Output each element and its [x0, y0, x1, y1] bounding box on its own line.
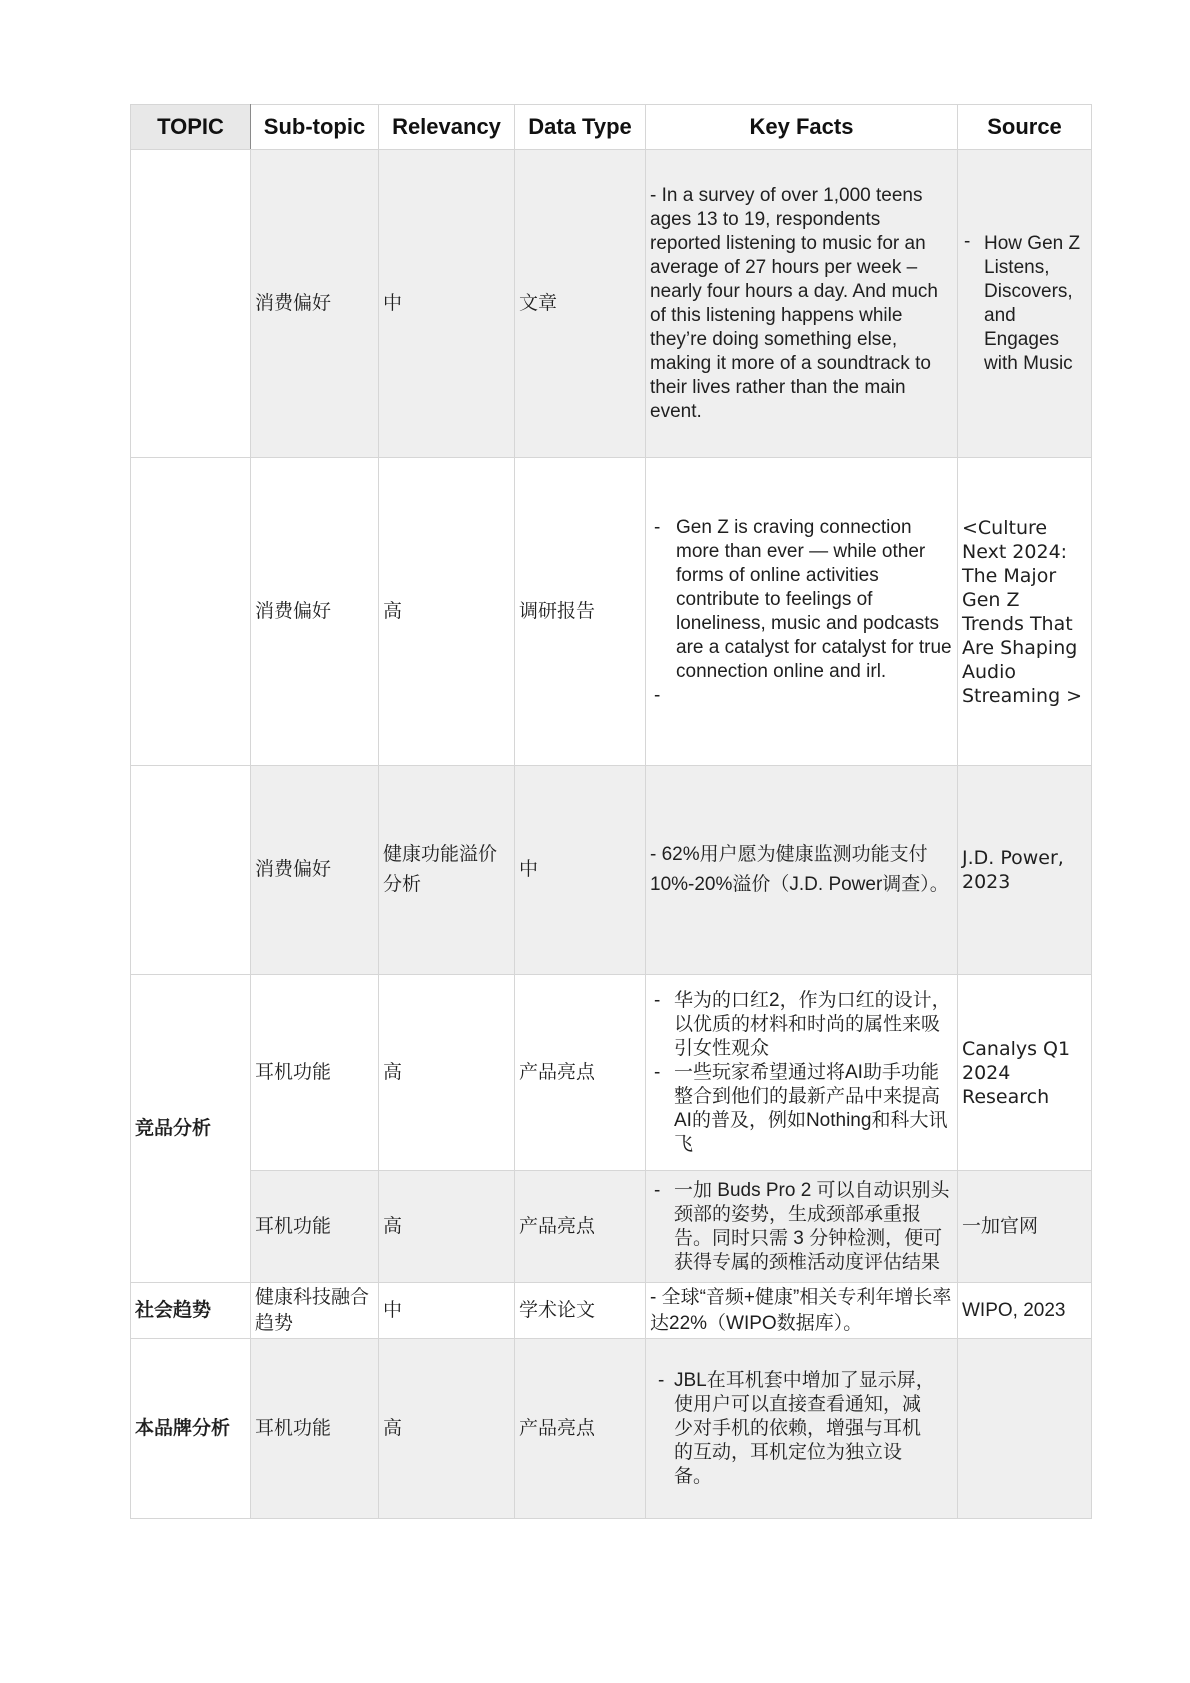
fact-text: - 62%用户愿为健康监测功能支付10%-20%溢价（J.D. Power调查）。	[650, 844, 949, 895]
table-row	[131, 458, 1092, 766]
bullet-dash: -	[654, 1061, 661, 1083]
table-row	[131, 975, 1092, 1171]
fact-text: JBL在耳机套中增加了显示屏，使用户可以直接查看通知，减少对手机的依赖，增强与耳机的互动，耳机定位为独立设备。	[674, 1369, 935, 1487]
source-cell: 一加官网	[958, 1171, 1092, 1283]
source-cell	[958, 1339, 1092, 1519]
table-row	[131, 1171, 1092, 1283]
relevancy-cell: 高	[379, 1339, 515, 1519]
fact-text: Gen Z is craving connection more than ever — while other forms of online activities contribute to feelings of loneliness, music and podcasts are a catalyst for catalyst for true connection online and irl.	[676, 516, 952, 682]
keyfacts-cell	[646, 975, 958, 1171]
bullet-dash: -	[654, 1179, 661, 1201]
datatype-cell: 文章	[515, 150, 646, 458]
header-subtopic: Sub-topic	[251, 105, 379, 150]
source-cell: <Culture Next 2024: The Major Gen Z Trends That Are Shaping Audio Streaming >	[958, 458, 1092, 766]
keyfacts-cell	[646, 1283, 958, 1339]
fact-item	[650, 516, 953, 684]
header-datatype: Data Type	[515, 105, 646, 150]
keyfacts-cell	[646, 1339, 958, 1519]
subtopic-cell: 耳机功能	[251, 975, 379, 1171]
table-row	[131, 150, 1092, 458]
fact-item	[650, 989, 953, 1061]
subtopic-cell: 消费偏好	[251, 766, 379, 975]
subtopic-cell: 健康科技融合趋势	[251, 1283, 379, 1339]
datatype-cell: 中	[515, 766, 646, 975]
subtopic-cell: 消费偏好	[251, 150, 379, 458]
table-row	[131, 1339, 1092, 1519]
source-cell	[958, 150, 1092, 458]
table-row	[131, 1283, 1092, 1339]
subtopic-cell: 消费偏好	[251, 458, 379, 766]
datatype-cell: 产品亮点	[515, 1171, 646, 1283]
fact-text: 一些玩家希望通过将AI助手功能整合到他们的最新产品中来提高AI的普及，例如Nothing和科大讯飞	[674, 1061, 948, 1155]
fact-item	[650, 684, 953, 708]
topic-cell-competitor: 竞品分析	[131, 975, 251, 1283]
fact-text: 一加 Buds Pro 2 可以自动识别头颈部的姿势，生成颈部承重报告。同时只需 3 分钟检测，便可获得专属的颈椎活动度评估结果	[674, 1179, 950, 1273]
header-keyfacts: Key Facts	[646, 105, 958, 150]
relevancy-cell: 高	[379, 458, 515, 766]
fact-item	[650, 1179, 953, 1275]
bullet-dash: -	[658, 1369, 665, 1391]
source-text: How Gen Z Listens, Discovers, and Engages with Music	[984, 232, 1081, 374]
relevancy-cell: 中	[379, 150, 515, 458]
fact-text: 华为的口红2，作为口红的设计，以优质的材料和时尚的属性来吸引女性观众	[674, 989, 951, 1059]
datatype-cell: 产品亮点	[515, 975, 646, 1171]
topic-cell-social: 社会趋势	[131, 1283, 251, 1339]
relevancy-cell: 高	[379, 975, 515, 1171]
topic-cell-empty	[131, 458, 251, 766]
source-cell: J.D. Power, 2023	[958, 766, 1092, 975]
keyfacts-cell	[646, 766, 958, 975]
research-table	[130, 104, 1092, 1519]
table-row	[131, 766, 1092, 975]
datatype-cell: 学术论文	[515, 1283, 646, 1339]
keyfacts-cell	[646, 150, 958, 458]
header-topic: TOPIC	[131, 105, 251, 150]
datatype-cell: 产品亮点	[515, 1339, 646, 1519]
header-source: Source	[958, 105, 1092, 150]
fact-text: - 全球“音频+健康”相关专利年增长率达22%（WIPO数据库）。	[650, 1286, 952, 1334]
source-cell: WIPO, 2023	[958, 1283, 1092, 1339]
source-item	[962, 232, 1087, 376]
subtopic-cell: 耳机功能	[251, 1339, 379, 1519]
topic-cell-empty	[131, 150, 251, 458]
relevancy-cell: 高	[379, 1171, 515, 1283]
relevancy-cell: 健康功能溢价分析	[379, 766, 515, 975]
keyfacts-cell	[646, 1171, 958, 1283]
datatype-cell: 调研报告	[515, 458, 646, 766]
fact-item	[650, 1061, 953, 1157]
relevancy-cell: 中	[379, 1283, 515, 1339]
keyfacts-cell	[646, 458, 958, 766]
header-row	[131, 105, 1092, 150]
header-relevancy: Relevancy	[379, 105, 515, 150]
fact-item	[650, 1369, 953, 1489]
source-cell: Canalys Q1 2024 Research	[958, 975, 1092, 1171]
fact-text: - In a survey of over 1,000 teens ages 13 to 19, respondents reported listening to music for an average of 27 hours per week – nearly four hours a day. And much of this listening happens while they’re doing something else, making it more of a soundtrack to their lives rather than the main event.	[650, 184, 938, 422]
subtopic-cell: 耳机功能	[251, 1171, 379, 1283]
bullet-dash: -	[654, 684, 661, 706]
bullet-dash: -	[654, 516, 661, 538]
bullet-dash: -	[654, 989, 661, 1011]
topic-cell-empty	[131, 766, 251, 975]
source-dash: -	[964, 230, 971, 252]
topic-cell-brand: 本品牌分析	[131, 1339, 251, 1519]
